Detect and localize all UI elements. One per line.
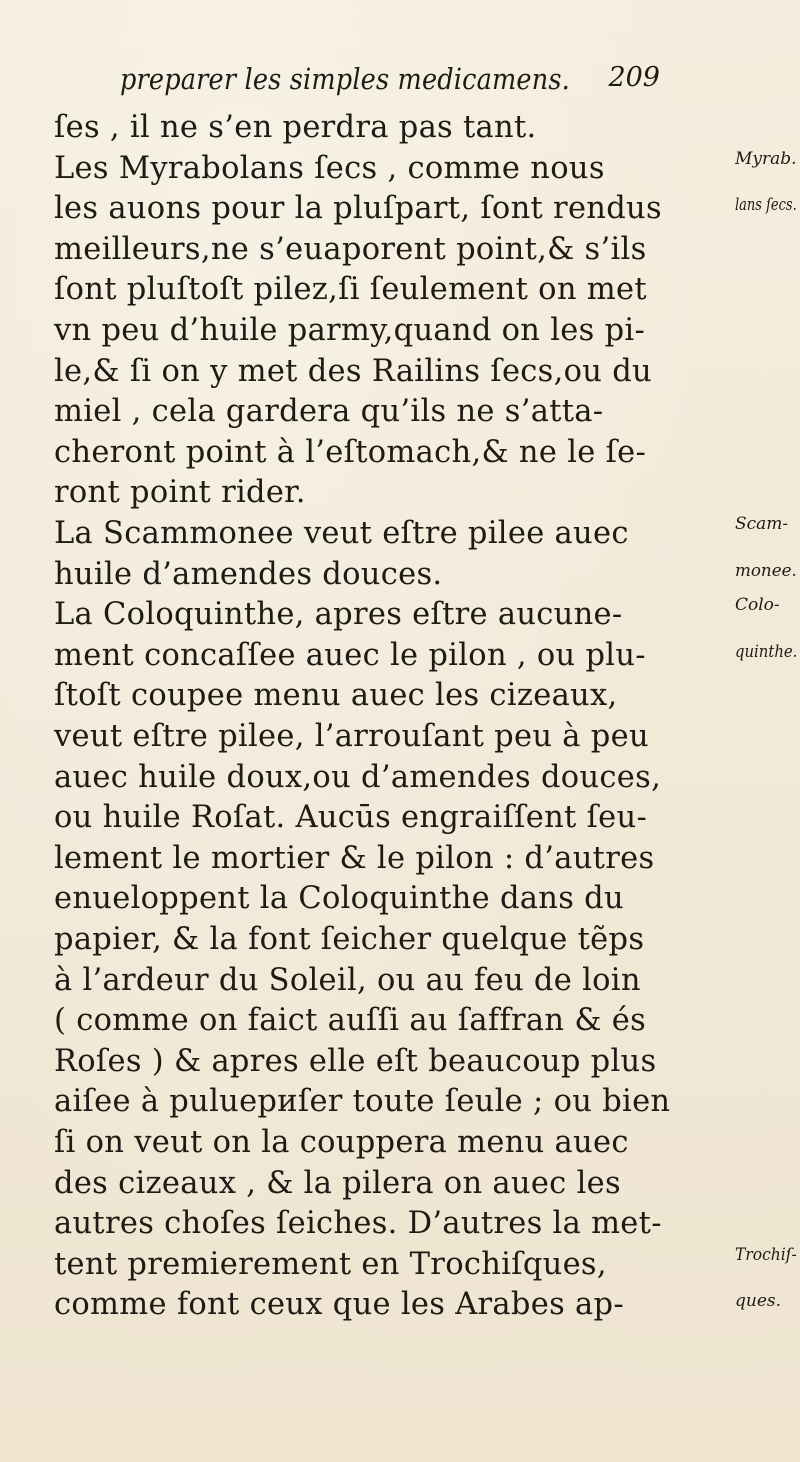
text-line: ſtoſt coupee menu auec les cizeaux,	[54, 678, 618, 714]
text-line: enueloppent la Coloquinthe dans du	[54, 881, 624, 917]
text-line: cheront point à l’eſtomach,& ne le ſe-	[54, 434, 647, 470]
text-line: aiſee à puluериſer toute ſeule ; ou bien	[54, 1084, 671, 1120]
text-line: ment concaſſee auec le pilon , ou plu-	[54, 637, 646, 673]
text-line: à l’ardeur du Soleil, ou au feu de loin	[54, 962, 641, 998]
running-head	[120, 62, 660, 102]
text-line: papier, & la font ſeicher quelque tẽps	[54, 922, 645, 957]
text-line: les auons pour la pluſpart, ſont rendus	[54, 191, 662, 227]
text-line: Roſes ) & apres elle eſt beaucoup plus	[54, 1043, 657, 1079]
text-line: autres choſes ſeiches. D’autres la met-	[54, 1206, 662, 1242]
text-line: La Scammonee veut eſtre pilee auec	[54, 516, 629, 551]
margin-note: quinthe.	[735, 641, 798, 662]
text-line: ( comme on faict auſſi au ſaffran & és	[54, 1003, 647, 1039]
margin-note: monee.	[735, 560, 797, 581]
text-line: ſi on veut on la couppera menu auec	[54, 1125, 629, 1160]
text-line: huile d’amendes douces.	[54, 556, 443, 592]
text-line: le,& ſi on y met des Railins ſecs,ou du	[54, 353, 652, 389]
text-line: ſont pluſtoſt pilez,ſi ſeulement on met	[54, 272, 647, 308]
text-line: vn peu d’huile parmy,quand on les pi-	[54, 313, 646, 348]
margin-note: Colo-	[735, 595, 780, 616]
text-line: tent premierement en Trochiſques,	[54, 1246, 607, 1282]
text-line: auec huile doux,ou d’amendes douces,	[54, 759, 662, 795]
page-number: 209	[608, 62, 660, 93]
margin-note: lans ſecs.	[735, 195, 797, 216]
text-line: ſes , il ne s’en perdra pas tant.	[54, 110, 537, 145]
text-line: lement le mortier & le pilon : d’autres	[54, 840, 655, 876]
text-line: ou huile Roſat. Aucūs engraiſſent ſeu-	[54, 800, 648, 836]
text-line: miel , cela gardera qu’ils ne s’atta-	[54, 394, 604, 430]
text-line: comme font ceux que les Arabes ap-	[54, 1287, 624, 1323]
margin-note: Trochiſ-	[735, 1244, 797, 1265]
running-title: preparer les simples medicamens.	[120, 62, 570, 96]
margin-note: Scam-	[735, 514, 789, 534]
text-line: ront point rider.	[54, 475, 306, 511]
text-line: veut eſtre pilee, l’arrouſant peu à peu	[54, 719, 649, 754]
text-line: meilleurs,ne s’euaporent point,& s’ils	[54, 231, 647, 267]
text-line: Les Myrabolans ſecs , comme nous	[54, 150, 605, 186]
margin-note: Myrab.	[735, 148, 797, 169]
margin-note: ques.	[735, 1291, 782, 1312]
text-line: La Coloquinthe, apres eſtre aucune-	[54, 597, 623, 633]
text-line: des cizeaux , & la pilera on auec les	[54, 1165, 621, 1201]
